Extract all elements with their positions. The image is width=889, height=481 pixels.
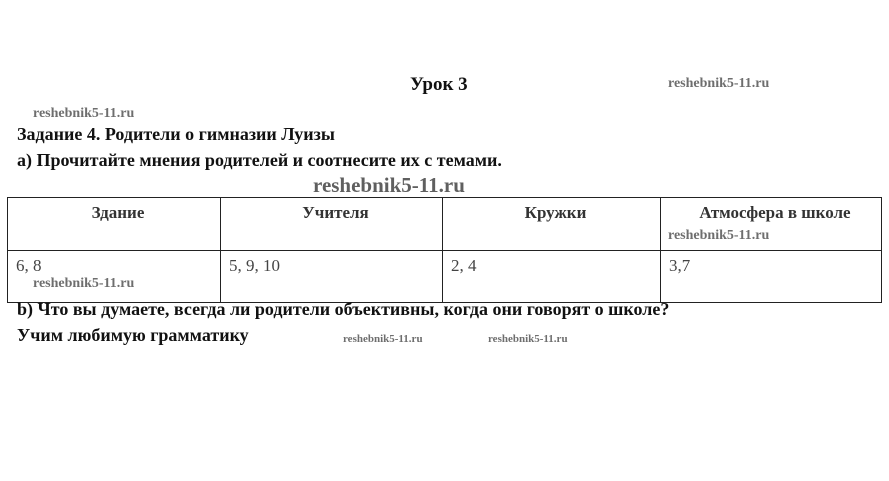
watermark-center: reshebnik5-11.ru bbox=[313, 173, 465, 197]
table-cell: 6, 8 bbox=[8, 251, 221, 303]
task-title: Задание 4. Родители о гимназии Луизы bbox=[17, 124, 335, 144]
task-part-a: а) Прочитайте мнения родителей и соотнесите их с темами. bbox=[17, 150, 502, 170]
table-cell: 3,7 bbox=[661, 251, 882, 303]
topics-table bbox=[7, 197, 882, 303]
watermark-top-right: reshebnik5-11.ru bbox=[668, 76, 770, 91]
lesson-heading: Урок 3 bbox=[410, 74, 468, 95]
task-part-b: b) Что вы думаете, всегда ли родители объективны, когда они говорят о школе? bbox=[17, 299, 670, 319]
watermark-bottom-1: reshebnik5-11.ru bbox=[343, 333, 423, 345]
table-header: Учителя bbox=[221, 198, 443, 251]
watermark-table-right: reshebnik5-11.ru bbox=[668, 228, 770, 243]
watermark-left-top: reshebnik5-11.ru bbox=[33, 106, 135, 121]
section-title: Учим любимую грамматику bbox=[17, 325, 249, 345]
table-row bbox=[8, 251, 882, 303]
table-cell: 5, 9, 10 bbox=[221, 251, 443, 303]
watermark-table-left: reshebnik5-11.ru bbox=[33, 276, 135, 291]
table-header: Здание bbox=[8, 198, 221, 251]
watermark-bottom-2: reshebnik5-11.ru bbox=[488, 333, 568, 345]
table-header: Кружки bbox=[443, 198, 661, 251]
table-cell: 2, 4 bbox=[443, 251, 661, 303]
table-header: Атмосфера в школе bbox=[661, 198, 882, 251]
